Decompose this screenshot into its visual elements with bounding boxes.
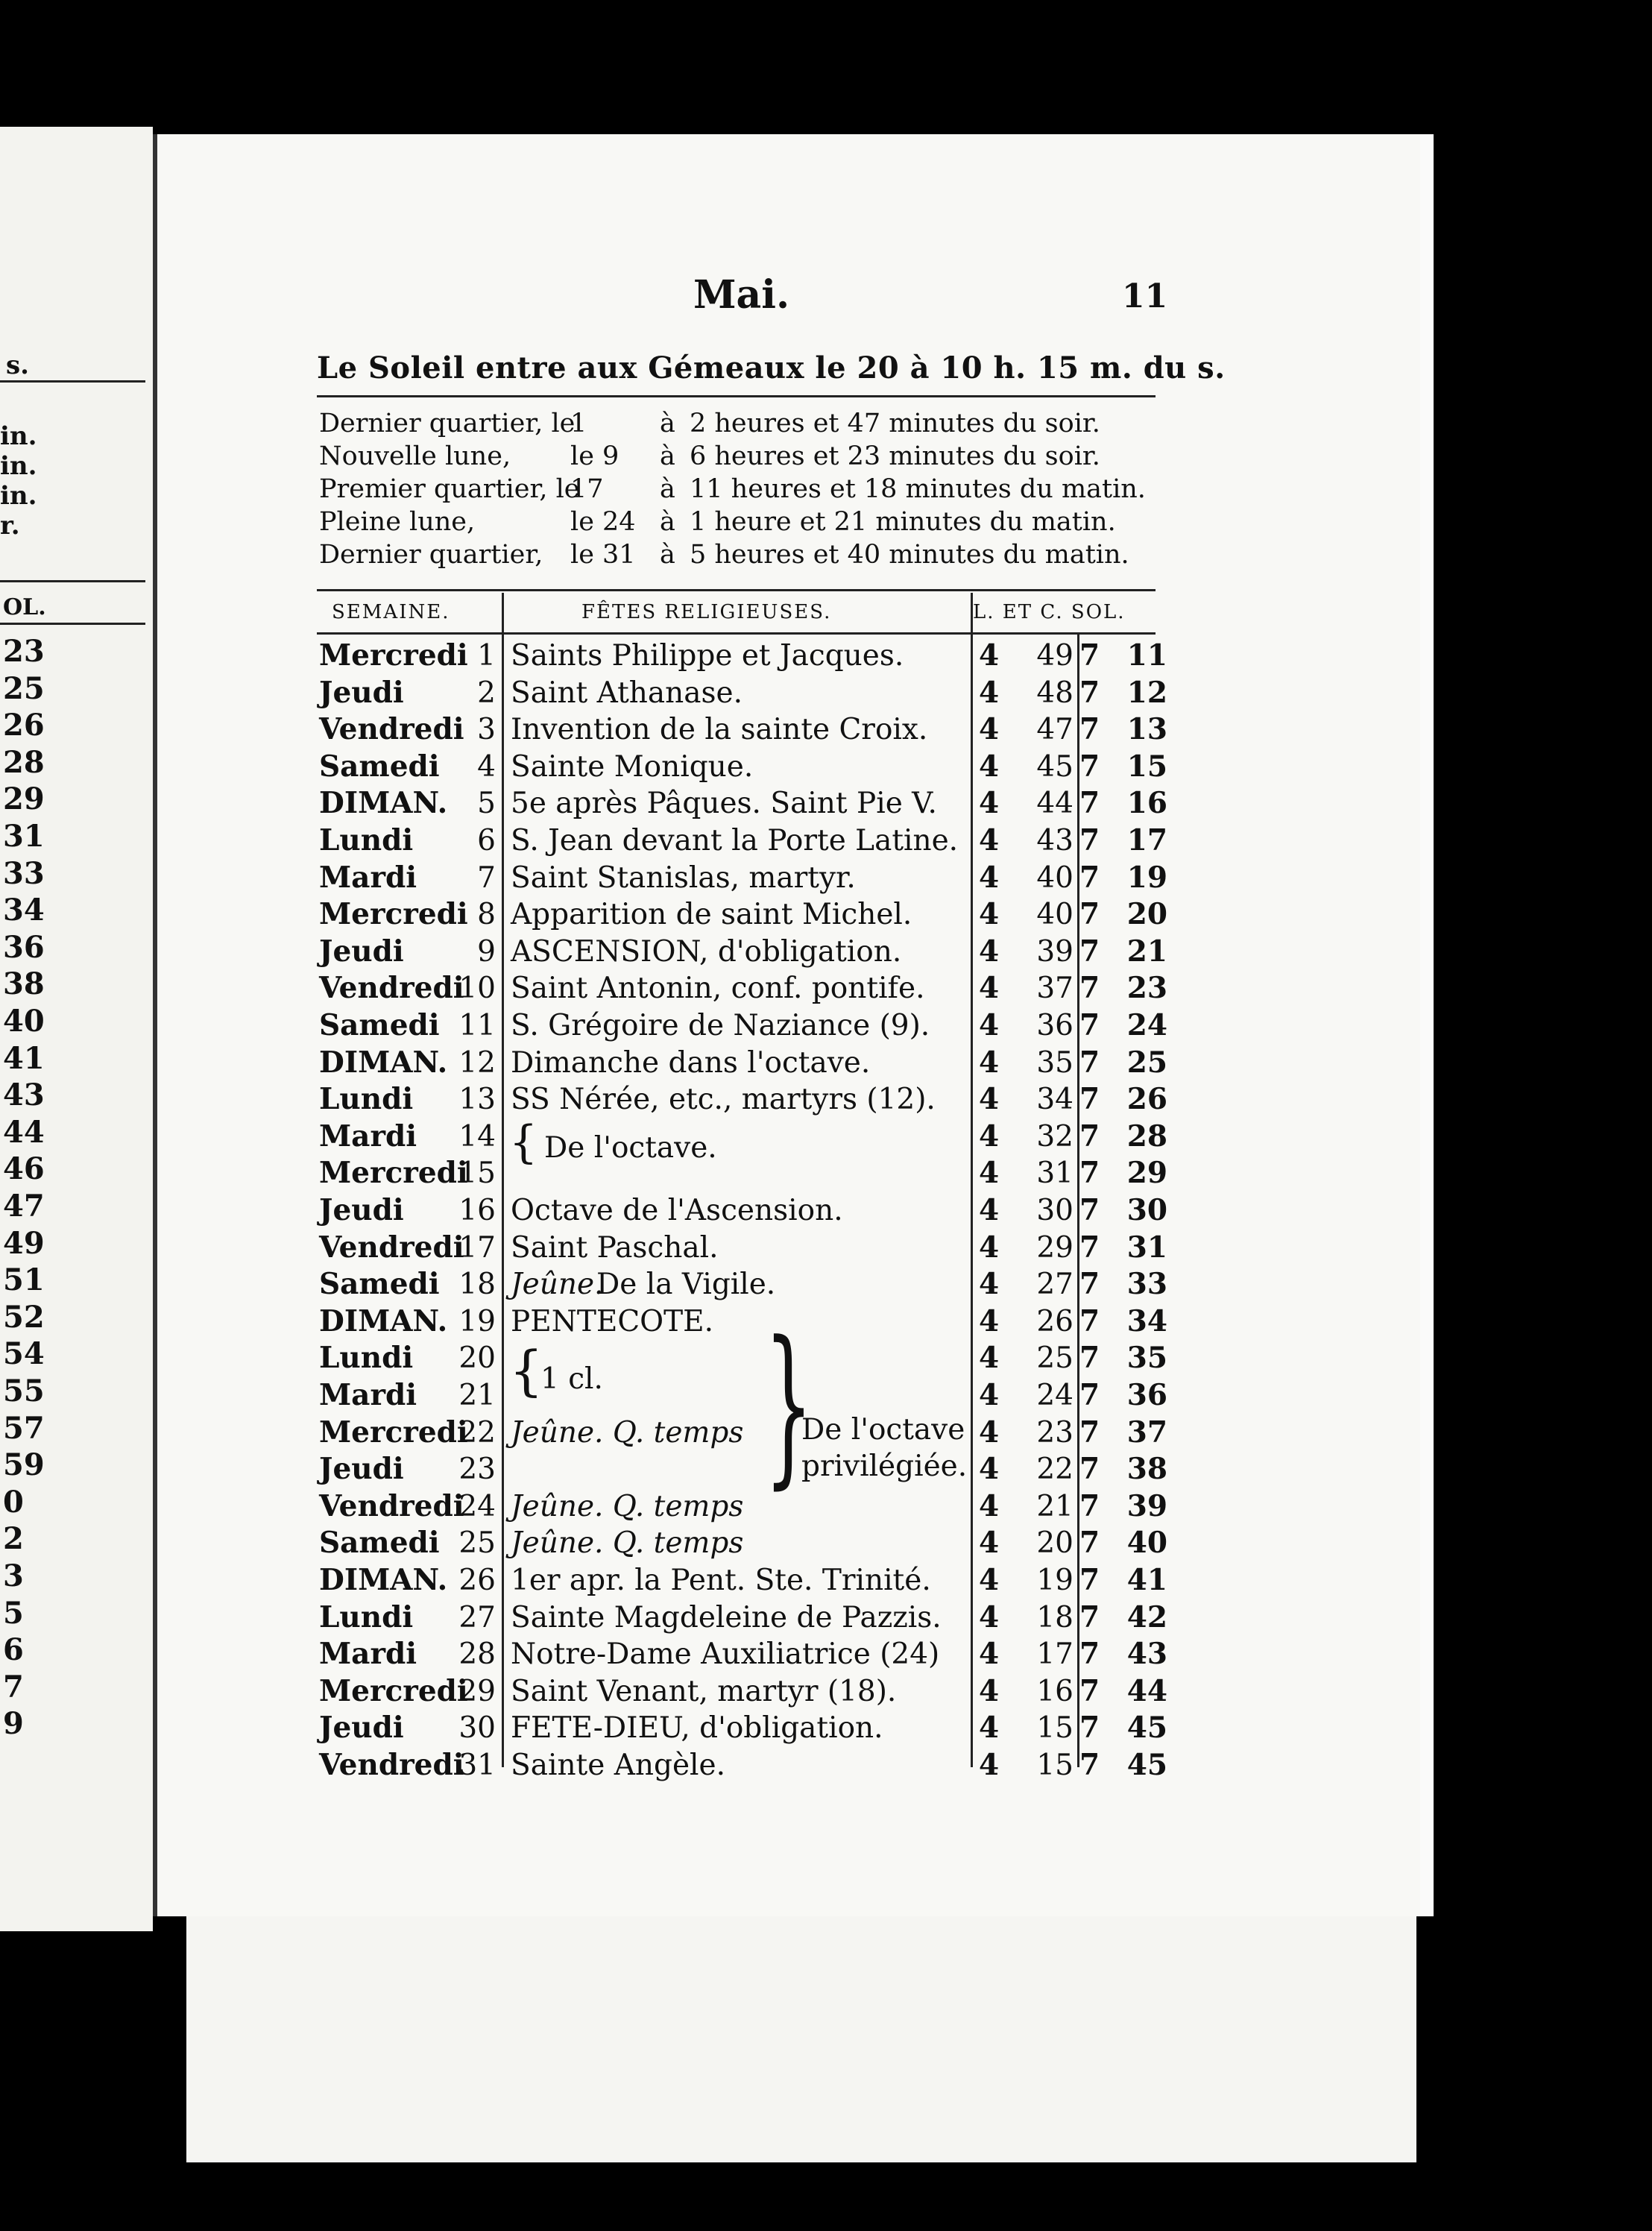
header-soleil: L. ET C. SOL. bbox=[973, 601, 1126, 623]
sunrise-hour: 4 bbox=[979, 1748, 1000, 1782]
left-number: 47 bbox=[3, 1189, 45, 1224]
sunrise-minute: 30 bbox=[1036, 1194, 1074, 1227]
sunset-minute: 42 bbox=[1126, 1600, 1167, 1634]
left-number: 59 bbox=[3, 1447, 45, 1482]
left-number: 57 bbox=[3, 1411, 45, 1446]
sunset-hour: 7 bbox=[1079, 1119, 1100, 1154]
phase-name: Dernier quartier, le bbox=[319, 409, 576, 438]
date-cell: 29 bbox=[458, 1675, 496, 1708]
sunset-minute: 45 bbox=[1126, 1748, 1167, 1782]
sunset-hour: 7 bbox=[1079, 1304, 1100, 1338]
sunset-hour: 7 bbox=[1079, 749, 1100, 784]
sunset-hour: 7 bbox=[1079, 676, 1100, 710]
sunset-minute: 17 bbox=[1126, 823, 1167, 858]
weekday-cell: Vendredi bbox=[319, 1489, 464, 1523]
sunrise-minute: 21 bbox=[1036, 1490, 1074, 1523]
first-class-label: 1 cl. bbox=[540, 1362, 603, 1396]
date-cell: 24 bbox=[458, 1490, 496, 1523]
sunrise-minute: 25 bbox=[1036, 1341, 1074, 1375]
sunset-minute: 40 bbox=[1126, 1526, 1167, 1560]
date-cell: 7 bbox=[477, 861, 496, 895]
sunrise-minute: 24 bbox=[1036, 1379, 1074, 1412]
sunset-hour: 7 bbox=[1079, 1415, 1100, 1450]
header-fetes: FÊTES RELIGIEUSES. bbox=[581, 601, 832, 623]
sunset-hour: 7 bbox=[1079, 1711, 1100, 1745]
weekday-cell: DIMAN. bbox=[319, 1304, 448, 1338]
sunrise-hour: 4 bbox=[979, 1489, 1000, 1523]
jeune-label: Jeûne. bbox=[511, 1268, 604, 1301]
phase-a: à bbox=[660, 409, 675, 438]
sunrise-hour: 4 bbox=[979, 1378, 1000, 1412]
left-number: 36 bbox=[3, 930, 45, 965]
feast-cell: Saint Stanislas, martyr. bbox=[511, 861, 856, 895]
sunset-minute: 45 bbox=[1126, 1711, 1167, 1745]
weekday-cell: Lundi bbox=[319, 1341, 414, 1375]
left-number: 41 bbox=[3, 1041, 45, 1076]
feast-cell: Apparition de saint Michel. bbox=[511, 898, 912, 931]
feast-cell: PENTECOTE. bbox=[511, 1305, 714, 1338]
left-number: 51 bbox=[3, 1262, 45, 1297]
sunrise-hour: 4 bbox=[979, 1230, 1000, 1265]
date-cell: 1 bbox=[477, 639, 496, 673]
page-number: 11 bbox=[1122, 277, 1168, 315]
sunrise-minute: 45 bbox=[1036, 750, 1074, 784]
phase-time: 1 heure et 21 minutes du matin. bbox=[690, 507, 1116, 537]
octave-priv-label-1: De l'octave bbox=[801, 1413, 965, 1447]
weekday-cell: Jeudi bbox=[319, 676, 404, 710]
sunset-hour: 7 bbox=[1079, 1600, 1100, 1634]
sunrise-hour: 4 bbox=[979, 1674, 1000, 1708]
weekday-cell: Samedi bbox=[319, 749, 440, 784]
sunrise-hour: 4 bbox=[979, 1267, 1000, 1301]
left-fragment: in. bbox=[0, 421, 37, 451]
sunset-hour: 7 bbox=[1079, 1452, 1100, 1486]
feast-cell: Saint Athanase. bbox=[511, 676, 743, 710]
sunrise-hour: 4 bbox=[979, 1045, 1000, 1080]
header-semaine: SEMAINE. bbox=[332, 601, 450, 623]
left-col-header: OL. bbox=[3, 594, 46, 620]
left-number: 40 bbox=[3, 1004, 45, 1039]
sunset-minute: 16 bbox=[1126, 786, 1167, 820]
date-cell: 23 bbox=[458, 1453, 496, 1486]
date-cell: 14 bbox=[458, 1120, 496, 1154]
phase-a: à bbox=[660, 474, 675, 504]
sunset-minute: 23 bbox=[1126, 971, 1167, 1005]
sunset-minute: 30 bbox=[1126, 1193, 1167, 1227]
left-fragment: in. bbox=[0, 481, 37, 511]
weekday-cell: Mardi bbox=[319, 860, 417, 895]
date-cell: 26 bbox=[458, 1564, 496, 1597]
left-facing-page bbox=[0, 127, 153, 1931]
sunrise-minute: 17 bbox=[1036, 1637, 1074, 1671]
weekday-cell: Mercredi bbox=[319, 1415, 468, 1450]
sunrise-minute: 22 bbox=[1036, 1453, 1074, 1486]
date-cell: 8 bbox=[477, 898, 496, 931]
sunrise-minute: 23 bbox=[1036, 1416, 1074, 1450]
left-number: 49 bbox=[3, 1226, 45, 1261]
date-cell: 21 bbox=[458, 1379, 496, 1412]
sunset-minute: 25 bbox=[1126, 1045, 1167, 1080]
date-cell: 19 bbox=[458, 1305, 496, 1338]
sunset-minute: 12 bbox=[1126, 676, 1167, 710]
sunrise-minute: 43 bbox=[1036, 824, 1074, 858]
sunset-minute: 13 bbox=[1126, 712, 1167, 746]
sunset-hour: 7 bbox=[1079, 860, 1100, 895]
weekday-cell: Mardi bbox=[319, 1378, 417, 1412]
sunrise-hour: 4 bbox=[979, 786, 1000, 820]
left-divider-middle bbox=[0, 580, 145, 582]
weekday-cell: Vendredi bbox=[319, 971, 464, 1005]
phase-day: 1 bbox=[570, 409, 587, 438]
sunrise-hour: 4 bbox=[979, 860, 1000, 895]
sunset-hour: 7 bbox=[1079, 1526, 1100, 1560]
sunrise-minute: 39 bbox=[1036, 935, 1074, 969]
feast-cell: Jeûne. Q. temps bbox=[511, 1416, 744, 1450]
sunrise-minute: 32 bbox=[1036, 1120, 1074, 1154]
month-title: Mai. bbox=[693, 272, 790, 318]
left-number: 0 bbox=[3, 1485, 24, 1520]
feast-cell: Saint Venant, martyr (18). bbox=[511, 1675, 897, 1708]
weekday-cell: Samedi bbox=[319, 1526, 440, 1560]
rule-under-header bbox=[317, 632, 1156, 635]
sunset-hour: 7 bbox=[1079, 934, 1100, 969]
weekday-cell: Jeudi bbox=[319, 1193, 404, 1227]
sunset-minute: 28 bbox=[1126, 1119, 1167, 1154]
left-divider-top bbox=[0, 380, 145, 383]
sunset-minute: 24 bbox=[1126, 1008, 1167, 1042]
phase-day: le 9 bbox=[570, 441, 620, 471]
sunrise-minute: 18 bbox=[1036, 1601, 1074, 1634]
sunrise-hour: 4 bbox=[979, 676, 1000, 710]
brace-octave: { bbox=[509, 1116, 538, 1168]
sunset-minute: 29 bbox=[1126, 1156, 1167, 1190]
sunset-minute: 39 bbox=[1126, 1489, 1167, 1523]
sunset-hour: 7 bbox=[1079, 1230, 1100, 1265]
sunset-hour: 7 bbox=[1079, 786, 1100, 820]
sunset-hour: 7 bbox=[1079, 1378, 1100, 1412]
weekday-cell: Mercredi bbox=[319, 1674, 468, 1708]
left-header-fragment: s. bbox=[6, 350, 29, 380]
date-cell: 10 bbox=[458, 972, 496, 1005]
sunrise-minute: 34 bbox=[1036, 1083, 1074, 1116]
date-cell: 5 bbox=[477, 787, 496, 820]
col-sep-1 bbox=[502, 593, 504, 1767]
feast-cell: SS Nérée, etc., martyrs (12). bbox=[511, 1083, 936, 1116]
sunrise-hour: 4 bbox=[979, 1119, 1000, 1154]
feast-cell: Jeûne. Q. temps bbox=[511, 1490, 744, 1523]
phase-time: 2 heures et 47 minutes du soir. bbox=[690, 409, 1100, 438]
left-number: 46 bbox=[3, 1151, 45, 1186]
phase-a: à bbox=[660, 441, 675, 471]
sunset-hour: 7 bbox=[1079, 1193, 1100, 1227]
weekday-cell: Jeudi bbox=[319, 1711, 404, 1745]
sunrise-minute: 26 bbox=[1036, 1305, 1074, 1338]
weekday-cell: Mardi bbox=[319, 1119, 417, 1154]
left-number: 2 bbox=[3, 1521, 24, 1556]
sunrise-minute: 15 bbox=[1036, 1749, 1074, 1782]
sunset-hour: 7 bbox=[1079, 1341, 1100, 1375]
weekday-cell: Lundi bbox=[319, 1082, 414, 1116]
brace-first-class: { bbox=[509, 1339, 543, 1402]
sunrise-hour: 4 bbox=[979, 1415, 1000, 1450]
sunset-minute: 37 bbox=[1126, 1415, 1167, 1450]
weekday-cell: Vendredi bbox=[319, 712, 464, 746]
left-number: 7 bbox=[3, 1670, 24, 1705]
left-number: 54 bbox=[3, 1336, 45, 1371]
sunrise-hour: 4 bbox=[979, 1563, 1000, 1597]
feast-cell: Saints Philippe et Jacques. bbox=[511, 639, 904, 673]
sunrise-minute: 49 bbox=[1036, 639, 1074, 673]
octave-priv-label-2: privilégiée. bbox=[801, 1450, 968, 1483]
weekday-cell: Mardi bbox=[319, 1637, 417, 1671]
phase-day: 17 bbox=[570, 474, 604, 504]
sunrise-hour: 4 bbox=[979, 1304, 1000, 1338]
left-number: 3 bbox=[3, 1558, 24, 1593]
sunset-hour: 7 bbox=[1079, 1082, 1100, 1116]
sunrise-hour: 4 bbox=[979, 638, 1000, 673]
weekday-cell: Jeudi bbox=[319, 1452, 404, 1486]
sunset-hour: 7 bbox=[1079, 897, 1100, 931]
left-number: 26 bbox=[3, 708, 45, 743]
sunset-minute: 44 bbox=[1126, 1674, 1167, 1708]
sunset-minute: 43 bbox=[1126, 1637, 1167, 1671]
weekday-cell: Mercredi bbox=[319, 1156, 468, 1190]
date-cell: 12 bbox=[458, 1046, 496, 1080]
feast-cell: 5e après Pâques. Saint Pie V. bbox=[511, 787, 937, 820]
sunrise-minute: 15 bbox=[1036, 1711, 1074, 1745]
page-stack-bottom bbox=[186, 1916, 1416, 2162]
phase-name: Nouvelle lune, bbox=[319, 441, 511, 471]
sunset-hour: 7 bbox=[1079, 1008, 1100, 1042]
date-cell: 15 bbox=[458, 1157, 496, 1190]
date-cell: 4 bbox=[477, 750, 496, 784]
sunrise-hour: 4 bbox=[979, 1452, 1000, 1486]
sunrise-hour: 4 bbox=[979, 897, 1000, 931]
sunrise-minute: 29 bbox=[1036, 1231, 1074, 1265]
feast-cell: Sainte Magdeleine de Pazzis. bbox=[511, 1601, 942, 1634]
sunset-hour: 7 bbox=[1079, 712, 1100, 746]
feast-cell: Sainte Monique. bbox=[511, 750, 754, 784]
phase-name: Premier quartier, le bbox=[319, 474, 580, 504]
sunset-hour: 7 bbox=[1079, 1563, 1100, 1597]
weekday-cell: Mercredi bbox=[319, 638, 468, 673]
sunset-minute: 20 bbox=[1126, 897, 1167, 931]
sunset-minute: 31 bbox=[1126, 1230, 1167, 1265]
sunset-minute: 38 bbox=[1126, 1452, 1167, 1486]
phase-a: à bbox=[660, 507, 675, 537]
date-cell: 16 bbox=[458, 1194, 496, 1227]
feast-cell: Dimanche dans l'octave. bbox=[511, 1046, 871, 1080]
sunrise-hour: 4 bbox=[979, 823, 1000, 858]
date-cell: 31 bbox=[458, 1749, 496, 1782]
date-cell: 27 bbox=[458, 1601, 496, 1634]
phase-day: le 24 bbox=[570, 507, 636, 537]
sunset-hour: 7 bbox=[1079, 1267, 1100, 1301]
date-cell: 30 bbox=[458, 1711, 496, 1745]
date-cell: 20 bbox=[458, 1341, 496, 1375]
date-cell: 25 bbox=[458, 1526, 496, 1560]
sunrise-hour: 4 bbox=[979, 1008, 1000, 1042]
octave-label: De l'octave. bbox=[544, 1131, 717, 1165]
left-number: 44 bbox=[3, 1115, 45, 1150]
weekday-cell: Vendredi bbox=[319, 1230, 464, 1265]
sunset-hour: 7 bbox=[1079, 1637, 1100, 1671]
left-number: 31 bbox=[3, 819, 45, 854]
sunrise-minute: 36 bbox=[1036, 1009, 1074, 1042]
sunrise-minute: 20 bbox=[1036, 1526, 1074, 1560]
sun-entry-line: Le Soleil entre aux Gémeaux le 20 à 10 h. 15 m. du s. bbox=[317, 350, 1226, 386]
phase-a: à bbox=[660, 540, 675, 570]
sunrise-minute: 48 bbox=[1036, 676, 1074, 710]
left-divider-header bbox=[0, 623, 145, 625]
left-number: 33 bbox=[3, 856, 45, 891]
sunset-minute: 35 bbox=[1126, 1341, 1167, 1375]
sunset-minute: 41 bbox=[1126, 1563, 1167, 1597]
weekday-cell: Lundi bbox=[319, 1600, 414, 1634]
phase-time: 5 heures et 40 minutes du matin. bbox=[690, 540, 1129, 570]
sunset-hour: 7 bbox=[1079, 1748, 1100, 1782]
rule-under-sun bbox=[317, 395, 1156, 397]
date-cell: 11 bbox=[458, 1009, 496, 1042]
brace-octave-priv: } bbox=[764, 1306, 813, 1505]
feast-cell: Octave de l'Ascension. bbox=[511, 1194, 843, 1227]
sunset-hour: 7 bbox=[1079, 971, 1100, 1005]
phase-time: 6 heures et 23 minutes du soir. bbox=[690, 441, 1100, 471]
weekday-cell: Samedi bbox=[319, 1267, 440, 1301]
weekday-cell: Lundi bbox=[319, 823, 414, 858]
sunset-hour: 7 bbox=[1079, 1489, 1100, 1523]
date-cell: 2 bbox=[477, 676, 496, 710]
feast-cell: 1er apr. la Pent. Ste. Trinité. bbox=[511, 1564, 931, 1597]
sunset-hour: 7 bbox=[1079, 638, 1100, 673]
sunset-minute: 33 bbox=[1126, 1267, 1167, 1301]
date-cell: 3 bbox=[477, 713, 496, 746]
sunset-hour: 7 bbox=[1079, 1156, 1100, 1190]
sunset-hour: 7 bbox=[1079, 823, 1100, 858]
sunset-minute: 19 bbox=[1126, 860, 1167, 895]
left-number: 52 bbox=[3, 1300, 45, 1335]
date-cell: 9 bbox=[477, 935, 496, 969]
sunset-minute: 34 bbox=[1126, 1304, 1167, 1338]
date-cell: 28 bbox=[458, 1637, 496, 1671]
sunrise-minute: 19 bbox=[1036, 1564, 1074, 1597]
feast-cell: Sainte Angèle. bbox=[511, 1749, 725, 1782]
feast-cell: ASCENSION, d'obligation. bbox=[511, 935, 902, 969]
feast-cell: S. Jean devant la Porte Latine. bbox=[511, 824, 959, 858]
feast-cell: Saint Paschal. bbox=[511, 1231, 719, 1265]
left-fragment: in. bbox=[0, 451, 37, 481]
feast-cell: Invention de la sainte Croix. bbox=[511, 713, 928, 746]
sunrise-hour: 4 bbox=[979, 1600, 1000, 1634]
phase-name: Pleine lune, bbox=[319, 507, 476, 537]
weekday-cell: DIMAN. bbox=[319, 786, 448, 820]
date-cell: 13 bbox=[458, 1083, 496, 1116]
sunrise-minute: 37 bbox=[1036, 972, 1074, 1005]
sunset-minute: 26 bbox=[1126, 1082, 1167, 1116]
weekday-cell: Samedi bbox=[319, 1008, 440, 1042]
left-number: 38 bbox=[3, 966, 45, 1001]
sunrise-minute: 44 bbox=[1036, 787, 1074, 820]
sunrise-hour: 4 bbox=[979, 1341, 1000, 1375]
sunrise-hour: 4 bbox=[979, 1526, 1000, 1560]
left-number: 5 bbox=[3, 1596, 24, 1631]
sunrise-hour: 4 bbox=[979, 1082, 1000, 1116]
phase-time: 11 heures et 18 minutes du matin. bbox=[690, 474, 1146, 504]
weekday-cell: Jeudi bbox=[319, 934, 404, 969]
date-cell: 22 bbox=[458, 1416, 496, 1450]
sunset-hour: 7 bbox=[1079, 1045, 1100, 1080]
sunrise-hour: 4 bbox=[979, 712, 1000, 746]
sunrise-minute: 47 bbox=[1036, 713, 1074, 746]
sunset-hour: 7 bbox=[1079, 1674, 1100, 1708]
weekday-cell: DIMAN. bbox=[319, 1563, 448, 1597]
feast-cell: FETE-DIEU, d'obligation. bbox=[511, 1711, 883, 1745]
weekday-cell: Mercredi bbox=[319, 897, 468, 931]
left-number: 34 bbox=[3, 893, 45, 928]
date-cell: 18 bbox=[458, 1268, 496, 1301]
weekday-cell: Vendredi bbox=[319, 1748, 464, 1782]
feast-cell: S. Grégoire de Naziance (9). bbox=[511, 1009, 930, 1042]
phase-day: le 31 bbox=[570, 540, 636, 570]
feast-cell: De la Vigile. bbox=[596, 1268, 776, 1301]
sunrise-hour: 4 bbox=[979, 1637, 1000, 1671]
sunrise-hour: 4 bbox=[979, 1711, 1000, 1745]
sunrise-minute: 31 bbox=[1036, 1157, 1074, 1190]
rule-above-table bbox=[317, 589, 1156, 591]
left-number: 25 bbox=[3, 671, 45, 706]
sunset-minute: 36 bbox=[1126, 1378, 1167, 1412]
left-number: 43 bbox=[3, 1077, 45, 1113]
left-number: 29 bbox=[3, 781, 45, 816]
feast-cell: Saint Antonin, conf. pontife. bbox=[511, 972, 925, 1005]
sunrise-hour: 4 bbox=[979, 749, 1000, 784]
left-number: 28 bbox=[3, 745, 45, 780]
left-number: 55 bbox=[3, 1373, 45, 1409]
left-number: 6 bbox=[3, 1632, 24, 1667]
left-fragment: r. bbox=[0, 511, 20, 541]
weekday-cell: DIMAN. bbox=[319, 1045, 448, 1080]
date-cell: 6 bbox=[477, 824, 496, 858]
sunrise-minute: 40 bbox=[1036, 898, 1074, 931]
sunset-minute: 21 bbox=[1126, 934, 1167, 969]
sunrise-minute: 35 bbox=[1036, 1046, 1074, 1080]
sunrise-minute: 16 bbox=[1036, 1675, 1074, 1708]
date-cell: 17 bbox=[458, 1231, 496, 1265]
sunrise-hour: 4 bbox=[979, 1156, 1000, 1190]
sunset-minute: 15 bbox=[1126, 749, 1167, 784]
col-sep-2 bbox=[971, 593, 973, 1767]
sunrise-hour: 4 bbox=[979, 934, 1000, 969]
sunset-minute: 11 bbox=[1126, 638, 1167, 673]
sunrise-hour: 4 bbox=[979, 971, 1000, 1005]
feast-cell: Jeûne. Q. temps bbox=[511, 1526, 744, 1560]
sunrise-minute: 27 bbox=[1036, 1268, 1074, 1301]
phase-name: Dernier quartier, bbox=[319, 540, 543, 570]
left-number: 23 bbox=[3, 634, 45, 669]
left-number: 9 bbox=[3, 1706, 24, 1741]
feast-cell: Notre-Dame Auxiliatrice (24) bbox=[511, 1637, 940, 1671]
sunrise-minute: 40 bbox=[1036, 861, 1074, 895]
page-edge bbox=[1420, 134, 1434, 1916]
sunrise-hour: 4 bbox=[979, 1193, 1000, 1227]
